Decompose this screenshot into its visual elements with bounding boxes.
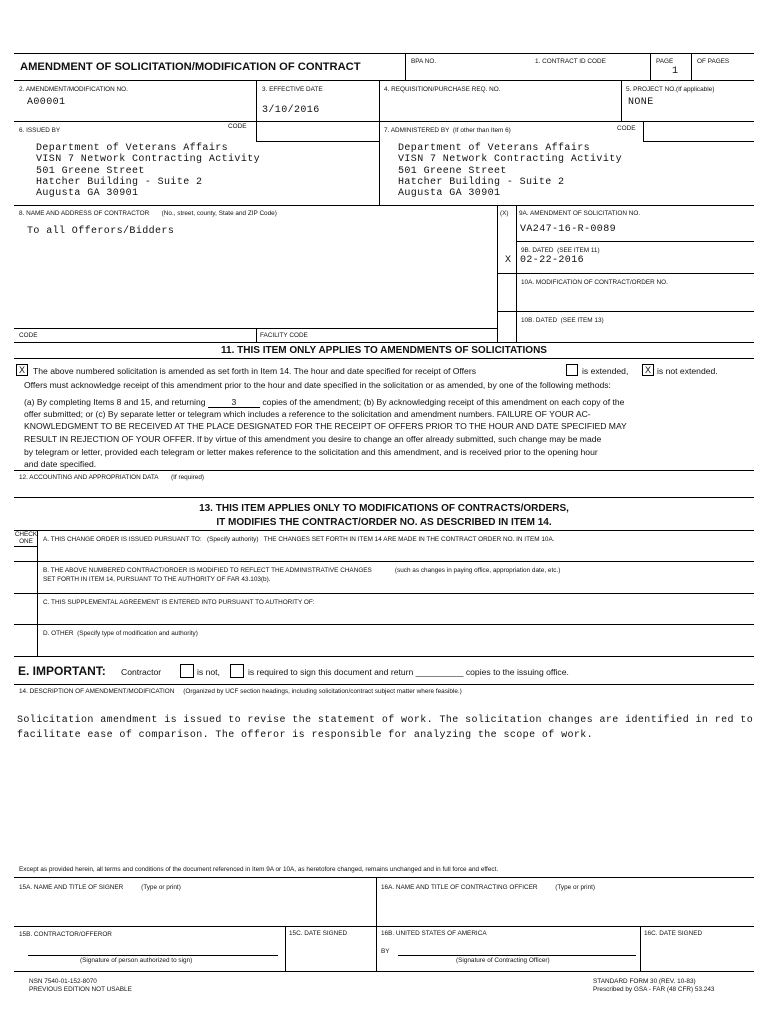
rule-code6 [256, 141, 379, 142]
item9a-value[interactable]: VA247-16-R-0089 [520, 224, 617, 235]
item9b-check[interactable]: X [505, 255, 512, 266]
rule-v-row2a [256, 80, 257, 121]
rule-item11-sub [14, 358, 754, 359]
rule-bottom [14, 971, 754, 972]
rule-row8 [14, 205, 754, 206]
important-label: E. IMPORTANT: [18, 664, 106, 678]
united-states-label: 16B. UNITED STATES OF AMERICA [381, 930, 487, 937]
item11-line1: The above numbered solicitation is amended as set forth in Item 14. The hour and date specified for receipt of Offers [33, 366, 476, 376]
except-statement: Except as provided herein, all terms and conditions of the document referenced in Item 9A or 10A, as heretofore changed, remains unchanged and in full force and effect. [19, 866, 499, 873]
rule-13b [14, 561, 754, 562]
item11-line4: offer submitted; or (c) By separate letter or telegram which includes a reference to the solicitation and amendment numbers. FAILURE OF YOUR AC- [24, 409, 591, 419]
standard-form-label: STANDARD FORM 30 (REV. 10-83) [593, 978, 696, 985]
description-line-2[interactable]: facilitate ease of comparison. The offeror is responsible for analyzing the scope of work. [17, 730, 594, 741]
signature-person-caption: (Signature of person authorized to sign) [80, 957, 193, 964]
rule-v-x [516, 205, 517, 342]
item9b-label: 9B. DATED (SEE ITEM 11) [521, 247, 600, 254]
requisition-label: 4. REQUISITION/PURCHASE REQ. NO. [384, 86, 501, 93]
item9a-label: 9A. AMENDMENT OF SOLICITATION NO. [519, 210, 641, 217]
contractor-value[interactable]: To all Offerors/Bidders [27, 226, 175, 237]
page-label: PAGE [656, 58, 674, 65]
bpa-label: BPA NO. [411, 58, 437, 65]
item13c-label[interactable]: C. THIS SUPPLEMENTAL AGREEMENT IS ENTERED INTO PURSUANT TO AUTHORITY OF: [43, 599, 315, 606]
rule-v-bpa [405, 53, 406, 80]
issued-by-address[interactable]: Department of Veterans Affairs VISN 7 Network Contracting Activity 501 Greene Street Hatcher Building - Suite 2 Augusta GA 30901 [36, 143, 261, 200]
rule-13d [14, 624, 754, 625]
item11-line8: and date specified. [24, 459, 97, 469]
rule-9a-bottom [516, 241, 754, 242]
project-label: 5. PROJECT NO.(If applicable) [626, 86, 715, 93]
is-not-label: is not, [197, 667, 220, 677]
item11-line2: Offers must acknowledge receipt of this amendment prior to the hour and date specified in the solicitation or as amended, by one of the following methods: [24, 380, 611, 390]
item10a-label: 10A. MODIFICATION OF CONTRACT/ORDER NO. [521, 279, 668, 286]
item11-line6: RESULT IN REJECTION OF YOUR OFFER. If by virtue of this amendment you desire to change an offer already submitted, such change may be made [24, 434, 602, 444]
rule-item11 [14, 342, 754, 343]
item10b-label: 10B. DATED (SEE ITEM 13) [521, 317, 604, 324]
item11-heading: 11. THIS ITEM ONLY APPLIES TO AMENDMENTS OF SOLICITATIONS [221, 345, 547, 356]
rule-sig-right [398, 955, 636, 956]
rule-footer [14, 877, 754, 878]
extended-checkbox[interactable] [566, 364, 578, 376]
item14-label: 14. DESCRIPTION OF AMENDMENT/MODIFICATION (Organized by UCF section headings, including solicitation/contract subject matter where feasible.) [19, 688, 462, 695]
contractor-offeror-label: 15B. CONTRACTOR/OFFEROR [19, 931, 112, 938]
contractor-label: 8. NAME AND ADDRESS OF CONTRACTOR (No., street, county, State and ZIP Code) [19, 210, 277, 217]
admin-code-label: CODE [617, 125, 636, 132]
rule-check-one [14, 546, 37, 547]
contractor-word: Contractor [121, 667, 162, 677]
item13a-label[interactable]: A. THIS CHANGE ORDER IS ISSUED PURSUANT TO: (Specify authority) THE CHANGES SET FORTH IN ITEM 14 ARE MADE IN THE CONTRACT ORDER NO. IN ITEM 10A. [43, 536, 555, 543]
page-value[interactable]: 1 [672, 66, 679, 77]
contracting-officer-label: 16A. NAME AND TITLE OF CONTRACTING OFFICER (Type or print) [381, 884, 596, 891]
rule-item14 [14, 684, 754, 685]
code-label: CODE [19, 332, 38, 339]
rule-v-pages [691, 53, 692, 80]
check-one-label: CHECK ONE [14, 531, 38, 545]
rule-v-code7 [643, 121, 644, 141]
of-pages-label: OF PAGES [697, 58, 730, 65]
rule-v-row2b [379, 80, 380, 205]
item11-line7: by telegram or letter, provided each telegram or letter makes reference to the solicitation and this amendment, and is received prior to the opening hour [24, 447, 598, 457]
rule-row2 [14, 80, 754, 81]
rule-v-code6 [256, 121, 257, 141]
rule-sig-left [28, 955, 278, 956]
description-line-1[interactable]: Solicitation amendment is issued to revise the statement of work. The solicitation changes are identified in red to [17, 715, 754, 726]
rule-top [14, 53, 754, 54]
item13-heading-2: IT MODIFIES THE CONTRACT/ORDER NO. AS DESCRIBED IN ITEM 14. [216, 517, 552, 528]
administered-by-label: 7. ADMINISTERED BY (If other than Item 6) [384, 127, 511, 134]
rule-10a-bottom [497, 311, 754, 312]
is-required-label: is required to sign this document and return __________ copies to the issuing office. [248, 667, 569, 677]
item13b-line2: SET FORTH IN ITEM 14, PURSUANT TO THE AUTHORITY OF FAR 43.103(b). [43, 576, 271, 583]
previous-edition-note: PREVIOUS EDITION NOT USABLE [29, 986, 132, 993]
item11-checkbox[interactable]: X [16, 364, 28, 376]
copies-field[interactable]: 3 [208, 398, 260, 408]
rule-v-item9 [497, 205, 498, 342]
item9b-value[interactable]: 02-22-2016 [520, 255, 585, 266]
effective-date-label: 3. EFFECTIVE DATE [262, 86, 323, 93]
rule-15b [14, 926, 754, 927]
item13d-label[interactable]: D. OTHER (Specify type of modification and authority) [43, 630, 198, 637]
rule-v-check [37, 530, 38, 656]
rule-item12 [14, 470, 754, 471]
item11-line3: (a) By completing Items 8 and 15, and returning 3 copies of the amendment; (b) By acknowledging receipt of this amendment on each copy of the [24, 397, 625, 407]
nsn-number: NSN 7540-01-152-8070 [29, 978, 97, 985]
item11-line5: KNOWLEDGMENT TO BE RECEIVED AT THE PLACE DESIGNATED FOR THE RECEIPT OF OFFERS PRIOR TO THE HOUR AND DATE SPECIFIED MAY [24, 421, 627, 431]
amendment-label: 2. AMENDMENT/MODIFICATION NO. [19, 86, 128, 93]
item13-heading-1: 13. THIS ITEM APPLIES ONLY TO MODIFICATIONS OF CONTRACTS/ORDERS, [199, 503, 569, 514]
rule-v-cid [650, 53, 651, 80]
is-not-checkbox[interactable] [180, 664, 194, 678]
effective-date-value[interactable]: 3/10/2016 [262, 105, 320, 116]
issued-by-label: 6. ISSUED BY [19, 127, 61, 134]
not-extended-checkbox[interactable]: X [642, 364, 654, 376]
rule-item13 [14, 497, 754, 498]
project-value[interactable]: NONE [628, 97, 654, 108]
form-title: AMENDMENT OF SOLICITATION/MODIFICATION OF CONTRACT [20, 61, 361, 73]
signature-officer-caption: (Signature of Contracting Officer) [456, 957, 550, 964]
rule-13c [14, 593, 754, 594]
rule-code7 [643, 141, 754, 142]
amendment-value[interactable]: A00001 [27, 97, 66, 108]
date-signed-15c-label: 15C. DATE SIGNED [289, 930, 348, 937]
signer-label: 15A. NAME AND TITLE OF SIGNER (Type or print) [19, 884, 181, 891]
rule-v-footer [376, 877, 377, 971]
x-column-label: (X) [500, 210, 509, 217]
issued-code-label: CODE [228, 123, 247, 130]
rule-9b-bottom [497, 273, 754, 274]
rule-v-15c [285, 926, 286, 971]
rule-v-facility [256, 328, 257, 342]
by-label: BY [381, 948, 390, 955]
rule-13a [14, 530, 754, 531]
rule-itemE [14, 656, 754, 657]
administered-by-address[interactable]: Department of Veterans Affairs VISN 7 Network Contracting Activity 501 Greene Street Hatcher Building - Suite 2 Augusta GA 30901 [398, 143, 623, 200]
rule-v-row2c [621, 80, 622, 121]
facility-code-label: FACILITY CODE [260, 332, 308, 339]
item13b-label[interactable]: B. THE ABOVE NUMBERED CONTRACT/ORDER IS MODIFIED TO REFLECT THE ADMINISTRATIVE CHANGES (such as changes in paying office, appropriation date, etc.) [43, 567, 561, 574]
extended-label: is extended, [582, 366, 629, 376]
item12-label: 12. ACCOUNTING AND APPROPRIATION DATA (If required) [19, 474, 205, 481]
is-required-checkbox[interactable] [230, 664, 244, 678]
date-signed-16c-label: 16C. DATE SIGNED [644, 930, 703, 937]
not-extended-label: is not extended. [657, 366, 718, 376]
prescribed-by-label: Prescribed by GSA - FAR (48 CFR) 53.243 [593, 986, 715, 993]
rule-v-16c [640, 926, 641, 971]
contract-id-label: 1. CONTRACT ID CODE [535, 58, 606, 65]
